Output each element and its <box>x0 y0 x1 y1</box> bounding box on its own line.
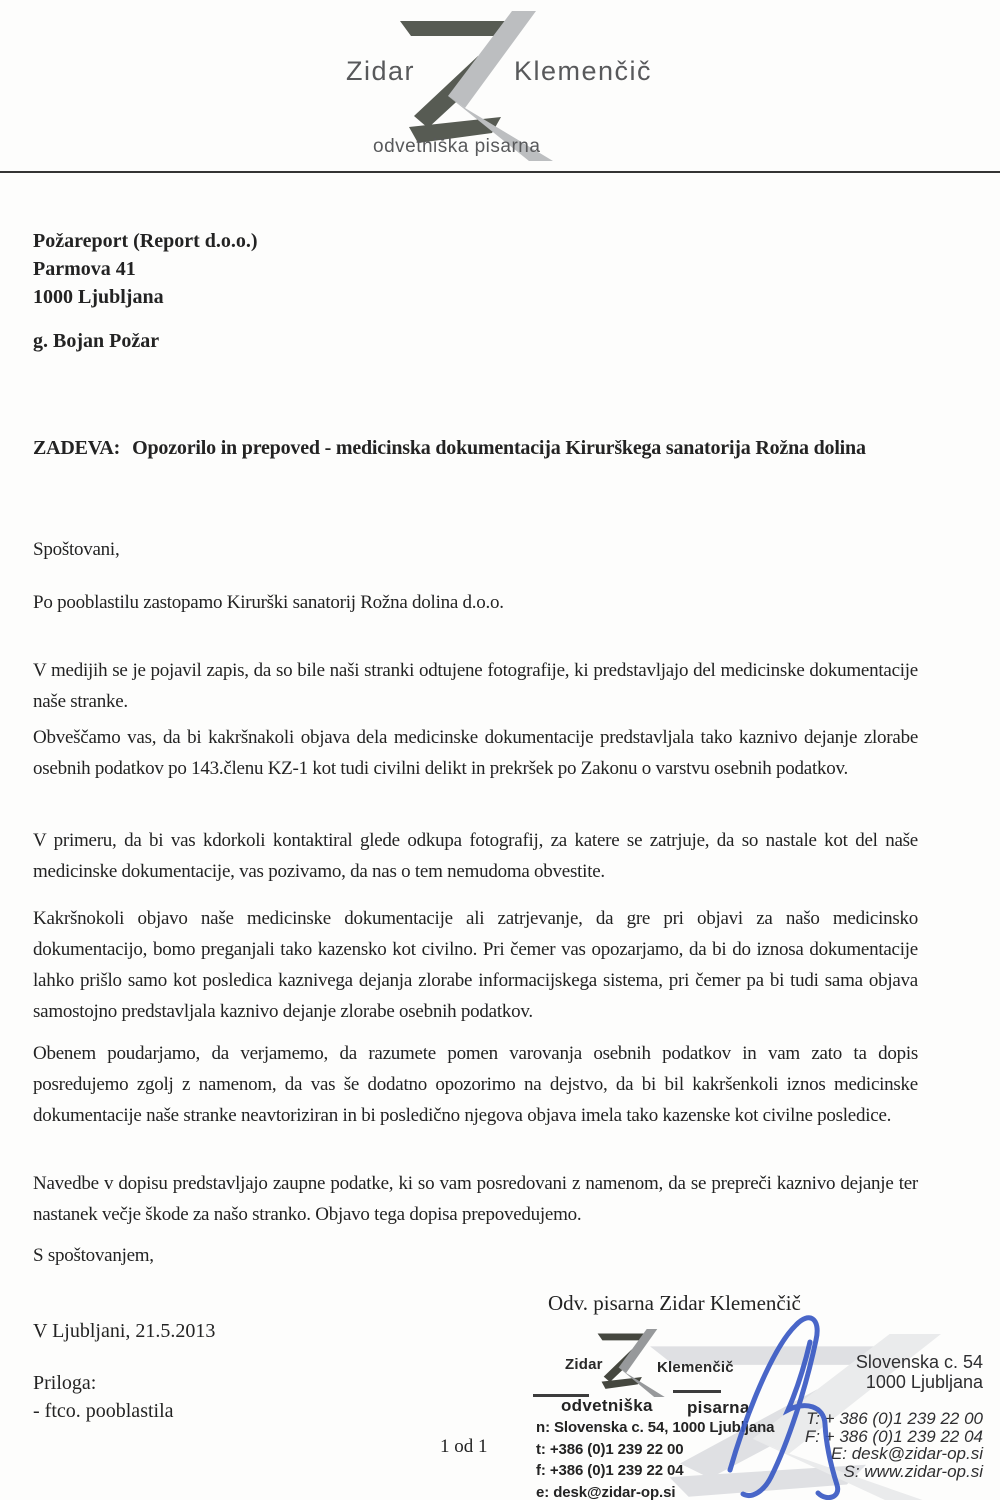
stamp-brand-klemencic: Klemenčič <box>657 1359 734 1376</box>
stamp-contact-address: n: Slovenska c. 54, 1000 Ljubljana <box>536 1419 775 1436</box>
recipient-company: Požareport (Report d.o.o.) <box>33 230 258 252</box>
body-paragraph-7: Navedbe v dopisu predstavljajo zaupne podatke, ki so vam posredovani z namenom, da se prepreči kaznivo dejanje ter nastanek večje škode za našo stranko. Objavo tega dopisa prepovedujemo. <box>33 1173 918 1225</box>
stamp-tagline-left: odvetniška <box>561 1396 653 1415</box>
body-paragraph-3: Obveščamo vas, da bi kakršnakoli objava dela medicinske dokumentacije predstavljala tako kaznivo dejanje zlorabe osebnih podatkov po 143.členu KZ-1 kot tudi civilni delikt in prekršek po Zakonu o varstvu osebnih podatkov. <box>33 727 918 779</box>
firm-website: S: www.zidar-op.si <box>843 1461 983 1481</box>
recipient-block <box>33 227 258 311</box>
recipient-city: 1000 Ljubljana <box>33 286 164 308</box>
firm-fax: F: + 386 (0)1 239 22 04 <box>804 1426 983 1446</box>
firm-address-city: 1000 Ljubljana <box>865 1372 983 1392</box>
firm-address-street: Slovenska c. 54 <box>855 1352 983 1372</box>
stamp-contact-fax: f: +386 (0)1 239 22 04 <box>536 1462 684 1479</box>
page-indicator: 1 od 1 <box>440 1436 488 1457</box>
closing-line: S spoštovanjem, <box>33 1245 154 1266</box>
stamp-brand-zidar: Zidar <box>565 1356 603 1373</box>
salutation: Spoštovani, <box>33 539 120 560</box>
attachment-item: - ftco. pooblastila <box>33 1400 174 1422</box>
brand-name-klemencic: Klemenčič <box>514 56 653 86</box>
signing-firm-name: Odv. pisarna Zidar Klemenčič <box>548 1291 801 1315</box>
firm-phone: T: + 386 (0)1 239 22 00 <box>806 1409 983 1428</box>
stamp-contact-phone: t: +386 (0)1 239 22 00 <box>536 1440 684 1458</box>
body-paragraph-1: Po pooblastilu zastopamo Kirurški sanatorij Rožna dolina d.o.o. <box>33 592 504 613</box>
attachment-label: Priloga: <box>33 1372 97 1394</box>
body-paragraph-4: V primeru, da bi vas kdorkoli kontaktiral glede odkupa fotografij, za katere se zatrjuje, da so nastale kot del naše medicinske dokumentacije, vas pozivamo, da nas o tem nemudoma obvestite. <box>33 830 918 882</box>
letterhead-divider <box>0 171 1000 173</box>
recipient-street: Parmova 41 <box>33 258 136 280</box>
stamp-tagline-right: pisarna <box>687 1398 750 1417</box>
stamp-contact-email: e: desk@zidar-op.si <box>536 1483 676 1500</box>
place-and-date: V Ljubljani, 21.5.2013 <box>33 1320 216 1342</box>
firm-email: E: desk@zidar-op.si <box>830 1444 983 1463</box>
subject-text: Opozorilo in prepoved - medicinska dokumentacija Kirurškega sanatorija Rožna dolina <box>132 437 866 459</box>
handwritten-signature <box>690 1300 1000 1500</box>
body-paragraph-2: V medijih se je pojavil zapis, da so bile naši stranki odtujene fotografije, ki predstavljajo del medicinske dokumentacije naše stranke. <box>33 660 918 712</box>
body-paragraph-5: Kakršnokoli objavo naše medicinske dokumentacije ali zatrjevanje, da gre pri objavi za našo medicinsko dokumentacijo, bomo preganjali tako kazensko kot civilno. Pri čemer vas opozarjamo, da bi do iznosa dokumentacije lahko prišlo samo kot posledica kaznivega dejanja zlorabe informacijskega sistema, pri čemer pa bi tudi sama objava samostojno predstavljala kaznivo dejanje zlorabe osebnih podatkov. <box>33 908 918 1022</box>
recipient-person: g. Bojan Požar <box>33 330 160 352</box>
brand-name-zidar: Zidar <box>346 56 416 86</box>
letterhead-tagline: odvetniška pisarna <box>373 136 541 157</box>
subject-line <box>33 432 933 465</box>
body-paragraph-6: Obenem poudarjamo, da verjamemo, da razumete pomen varovanja osebnih podatkov in vam zato ta dopis posredujemo zgolj z namenom, da vas še dodatno opozorimo na dejstvo, da bi bil kakršenkoli iznos medicinske dokumentacije naše stranke neavtoriziran in bi posledično njegova objava imela tako kazenske kot civilne posledice. <box>33 1043 918 1126</box>
subject-label: ZADEVA: <box>33 437 121 459</box>
